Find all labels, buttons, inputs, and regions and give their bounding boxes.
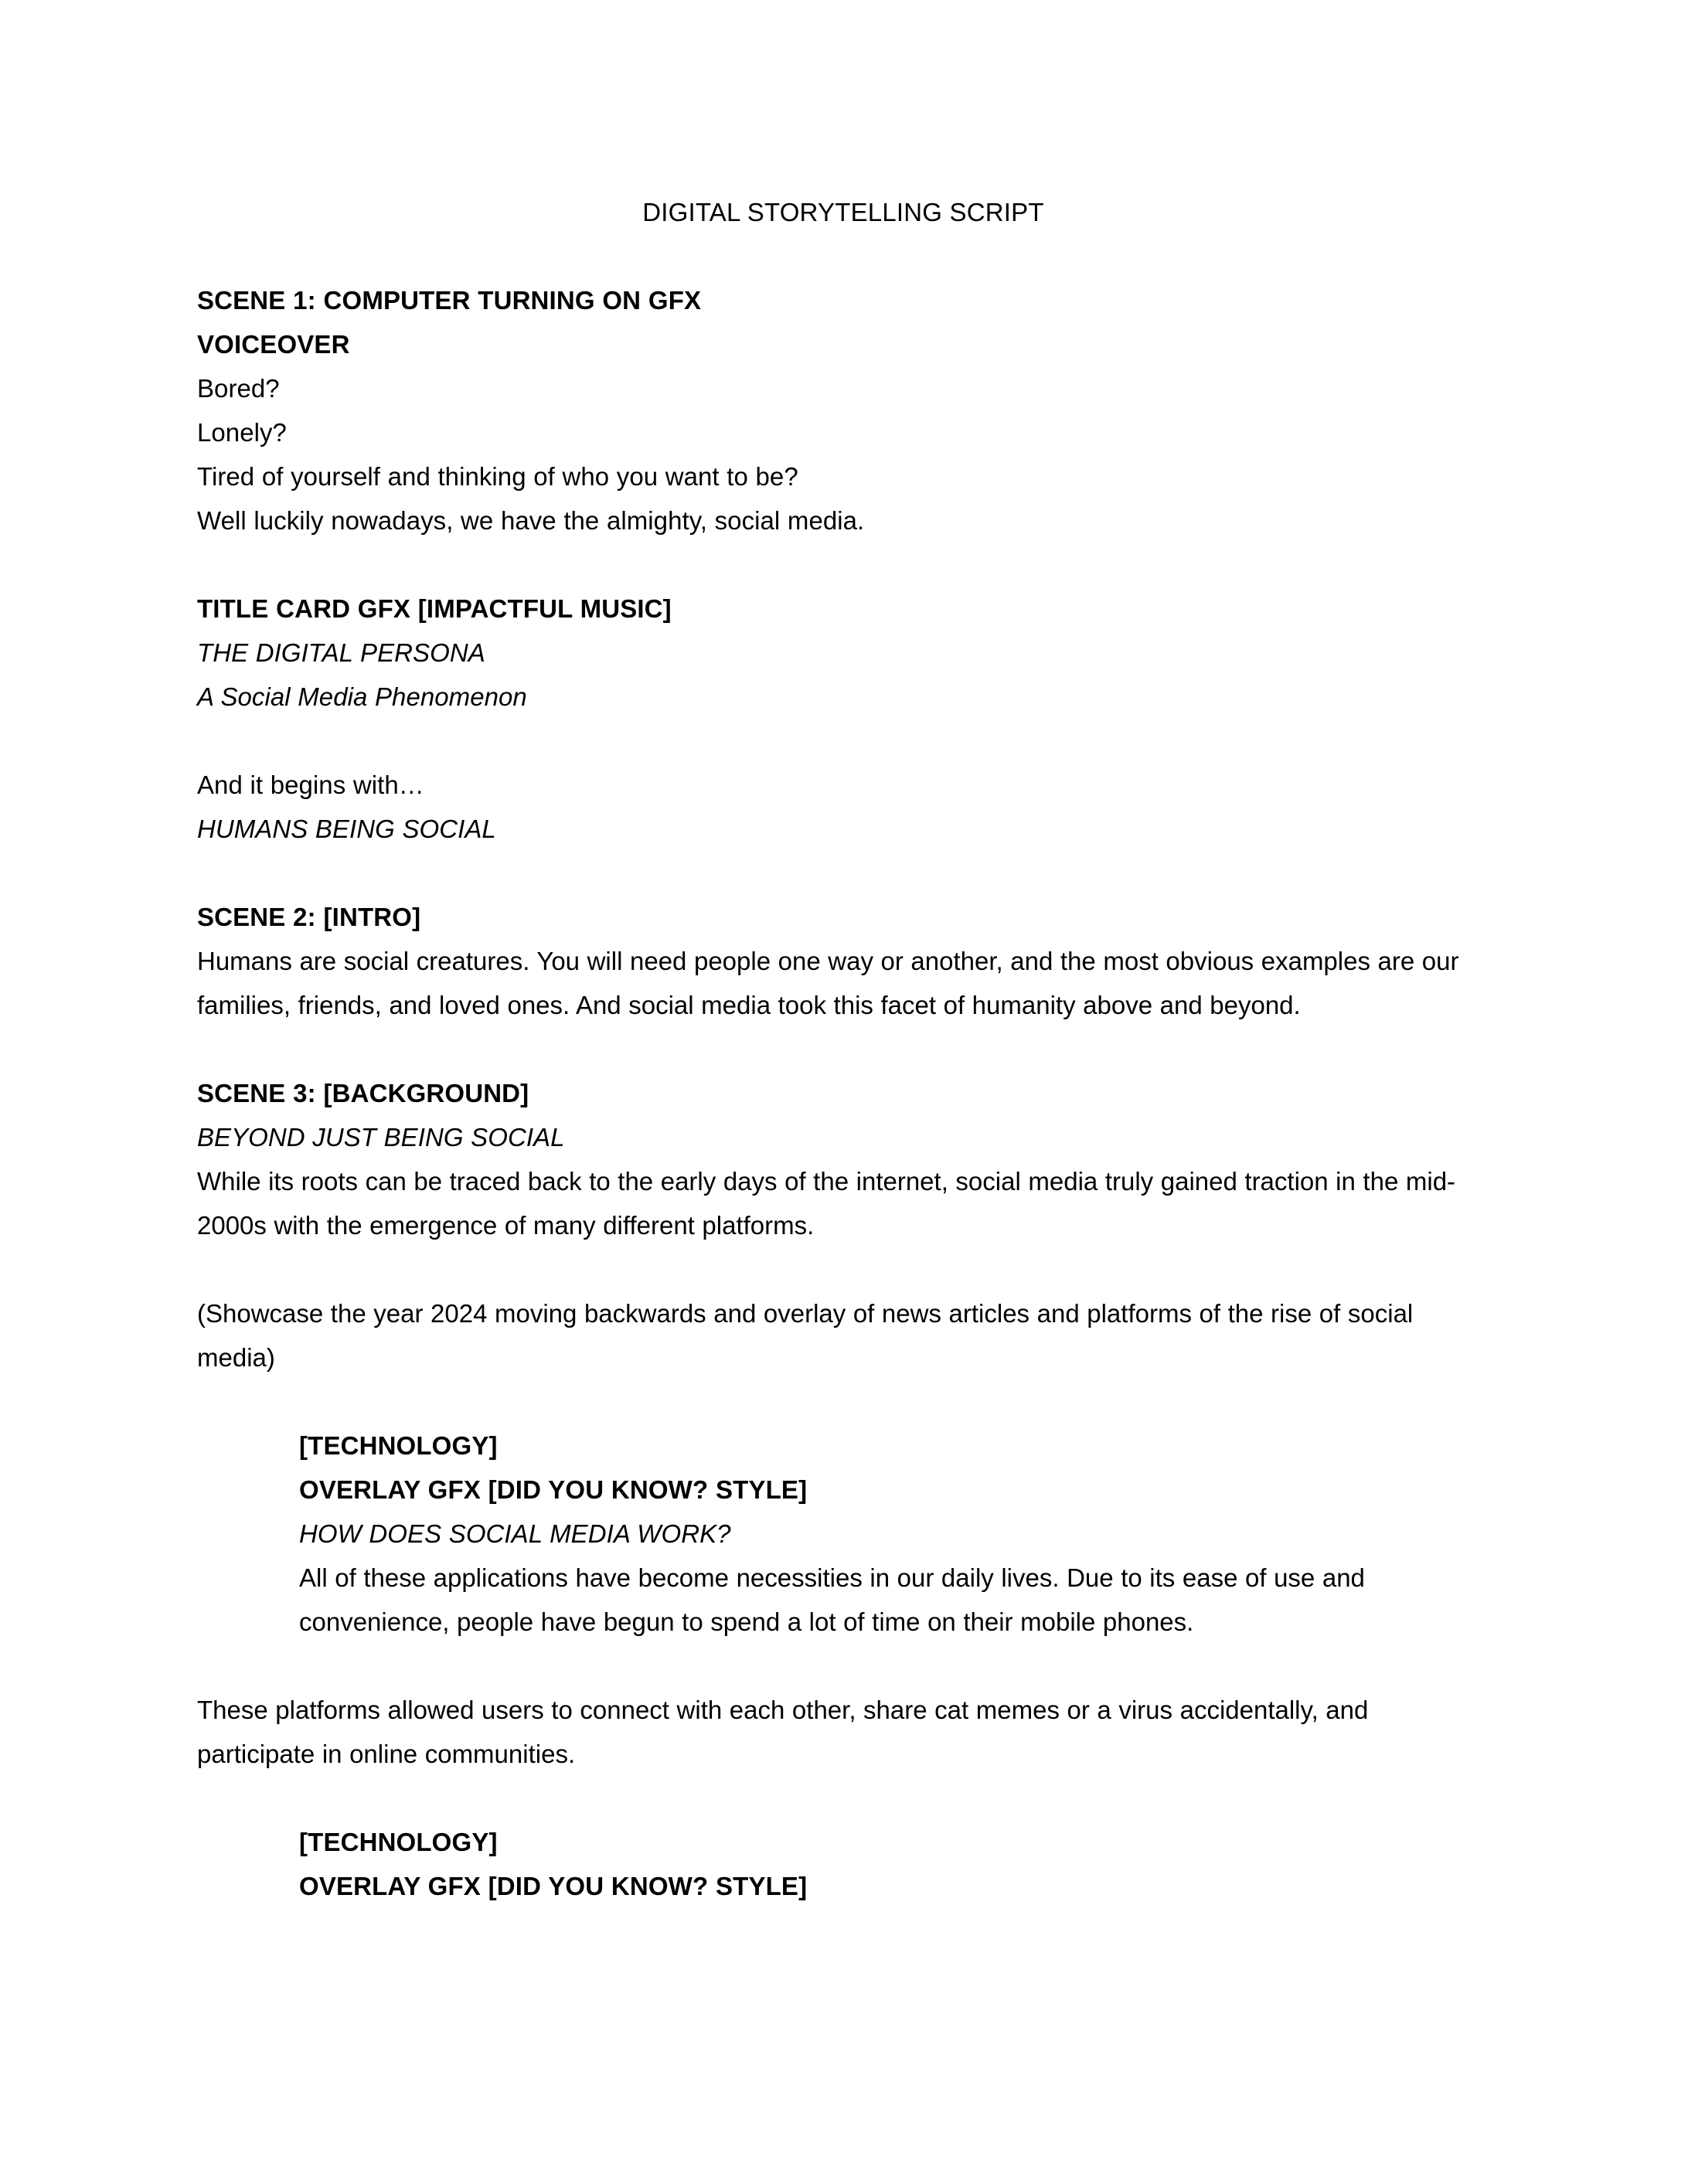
technology-tag-1: [TECHNOLOGY] <box>299 1431 498 1460</box>
scene-1-vo-line-4: Well luckily nowadays, we have the almighty, social media. <box>197 506 865 535</box>
blank-line <box>197 234 1489 278</box>
how-does-social-media-work-subtitle: HOW DOES SOCIAL MEDIA WORK? <box>299 1519 731 1548</box>
scene-1-heading: SCENE 1: COMPUTER TURNING ON GFX <box>197 286 702 315</box>
blank-line <box>197 1776 1489 1820</box>
blank-line <box>197 543 1489 587</box>
document-body <box>197 190 1489 1908</box>
overlay-gfx-heading-1: OVERLAY GFX [DID YOU KNOW? STYLE] <box>299 1475 808 1504</box>
technology-block-1-paragraph: All of these applications have become necessities in our daily lives. Due to its ease of use and convenience, people have begun to spend a lot of time on their mobile phones. <box>299 1563 1365 1636</box>
blank-line <box>197 1027 1489 1071</box>
begins-line: And it begins with… <box>197 771 424 799</box>
page-title: DIGITAL STORYTELLING SCRIPT <box>642 198 1044 226</box>
title-card-line-1: THE DIGITAL PERSONA <box>197 638 485 667</box>
technology-block-1 <box>299 1424 1489 1644</box>
blank-line <box>197 719 1489 763</box>
blank-line <box>197 851 1489 895</box>
title-card-line-2: A Social Media Phenomenon <box>197 682 527 711</box>
humans-being-social-line: HUMANS BEING SOCIAL <box>197 815 496 843</box>
scene-1-vo-line-2: Lonely? <box>197 418 287 447</box>
blank-line <box>197 1644 1489 1688</box>
scene-2-heading: SCENE 2: [INTRO] <box>197 903 421 931</box>
showcase-paragraph: (Showcase the year 2024 moving backwards and overlay of news articles and platforms of the rise of social media) <box>197 1299 1414 1372</box>
technology-tag-2: [TECHNOLOGY] <box>299 1828 498 1856</box>
scene-1-voiceover-label: VOICEOVER <box>197 330 350 359</box>
platforms-paragraph: These platforms allowed users to connect with each other, share cat memes or a virus accidentally, and participate in online communities. <box>197 1696 1369 1768</box>
title-card-heading: TITLE CARD GFX [IMPACTFUL MUSIC] <box>197 594 672 623</box>
scene-3-paragraph: While its roots can be traced back to the early days of the internet, social media truly gained traction in the mid-2000s with the emergence of many different platforms. <box>197 1167 1456 1240</box>
blank-line <box>197 1247 1489 1291</box>
blank-line <box>197 1379 1489 1424</box>
scene-3-heading: SCENE 3: [BACKGROUND] <box>197 1079 529 1107</box>
scene-3-subtitle: BEYOND JUST BEING SOCIAL <box>197 1123 565 1152</box>
scene-1-vo-line-1: Bored? <box>197 374 280 403</box>
scene-1-vo-line-3: Tired of yourself and thinking of who you want to be? <box>197 462 798 491</box>
scene-2-paragraph: Humans are social creatures. You will need people one way or another, and the most obvious examples are our families, friends, and loved ones. And social media took this facet of humanity above and beyond. <box>197 947 1459 1019</box>
technology-block-2 <box>299 1820 1489 1908</box>
overlay-gfx-heading-2: OVERLAY GFX [DID YOU KNOW? STYLE] <box>299 1872 808 1900</box>
